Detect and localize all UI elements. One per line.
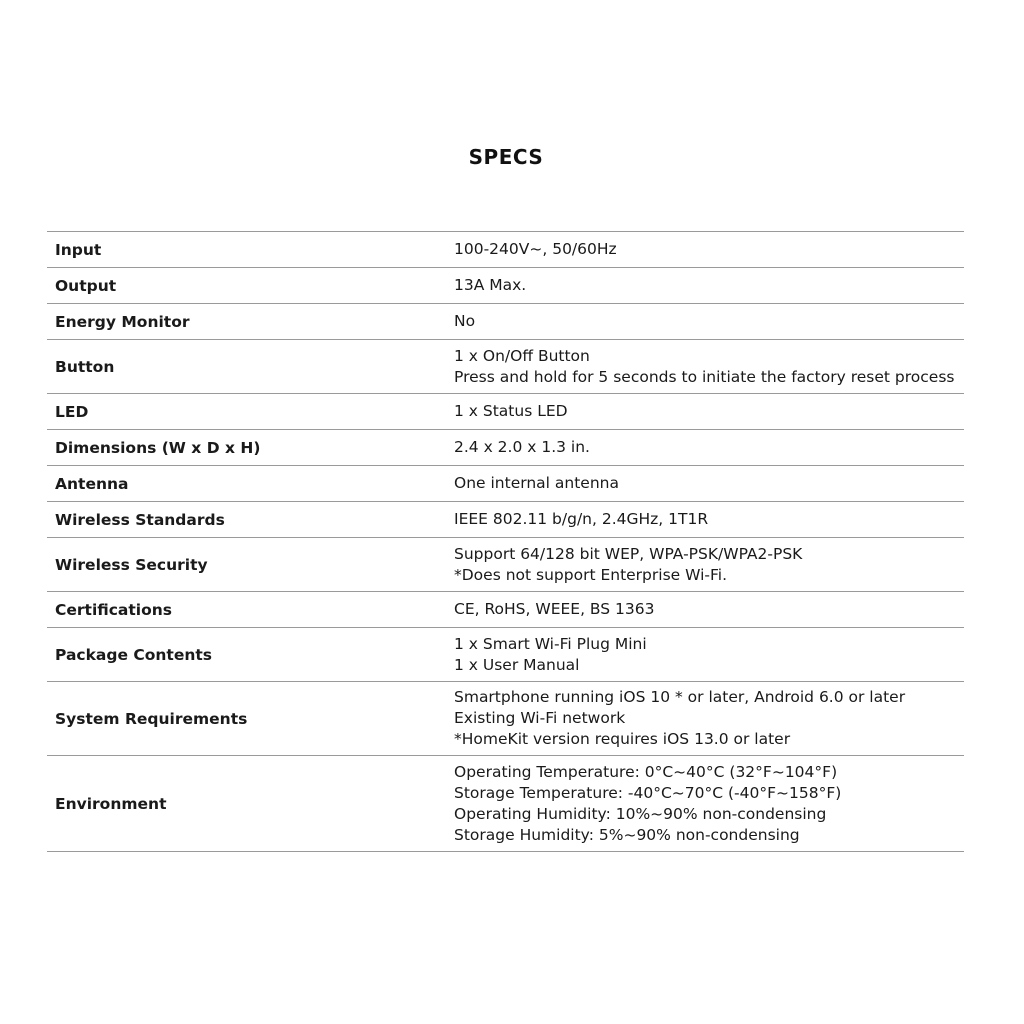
spec-row — [47, 466, 964, 502]
spec-value-line: One internal antenna — [454, 474, 619, 492]
spec-value-line: 13A Max. — [454, 276, 527, 294]
spec-row — [47, 304, 964, 340]
spec-values — [447, 437, 964, 458]
spec-values — [447, 599, 964, 620]
spec-values — [447, 401, 964, 422]
spec-value-line: Operating Humidity: 10%~90% non-condensing — [454, 804, 827, 823]
spec-row — [47, 592, 964, 628]
spec-row — [47, 340, 964, 394]
spec-row — [47, 268, 964, 304]
spec-label: Package Contents — [55, 645, 213, 664]
spec-label: Button — [55, 357, 115, 376]
spec-value-line: Smartphone running iOS 10 * or later, Android 6.0 or later — [454, 688, 906, 706]
spec-value-line: Storage Temperature: -40°C~70°C (-40°F~158°F) — [454, 783, 842, 802]
spec-value-line: 100-240V~, 50/60Hz — [454, 240, 617, 258]
spec-row — [47, 502, 964, 538]
spec-value-line: Support 64/128 bit WEP, WPA-PSK/WPA2-PSK — [454, 544, 803, 563]
spec-label: LED — [55, 402, 89, 421]
spec-values — [447, 762, 964, 846]
spec-label: Energy Monitor — [55, 312, 190, 331]
page-title: SPECS — [468, 145, 544, 169]
spec-value-line: No — [454, 312, 476, 330]
spec-row — [47, 232, 964, 268]
spec-label: System Requirements — [55, 709, 248, 728]
spec-row — [47, 756, 964, 852]
spec-value-line: *HomeKit version requires iOS 13.0 or later — [454, 730, 791, 748]
spec-label: Antenna — [55, 474, 129, 493]
spec-values — [447, 544, 964, 586]
spec-row — [47, 430, 964, 466]
spec-value-line: 1 x Status LED — [454, 402, 568, 420]
spec-row — [47, 394, 964, 430]
spec-values — [447, 275, 964, 296]
spec-value-line: 2.4 x 2.0 x 1.3 in. — [454, 438, 590, 456]
spec-values — [447, 311, 964, 332]
spec-value-line: 1 x Smart Wi-Fi Plug Mini — [454, 634, 647, 653]
spec-value-line: Existing Wi-Fi network — [454, 709, 626, 727]
spec-label: Output — [55, 276, 117, 295]
spec-label: Certifications — [55, 600, 173, 619]
spec-row — [47, 628, 964, 682]
spec-label: Environment — [55, 794, 167, 813]
spec-value-line: Operating Temperature: 0°C~40°C (32°F~104°F) — [454, 762, 838, 781]
spec-value-line: 1 x User Manual — [454, 655, 580, 674]
spec-value-line: *Does not support Enterprise Wi-Fi. — [454, 565, 728, 584]
spec-row — [47, 538, 964, 592]
spec-label: Dimensions (W x D x H) — [55, 438, 261, 457]
spec-values — [447, 634, 964, 676]
spec-values — [447, 473, 964, 494]
spec-values — [447, 509, 964, 530]
spec-value-line: Press and hold for 5 seconds to initiate the factory reset process — [454, 367, 955, 386]
spec-label: Wireless Security — [55, 555, 208, 574]
spec-label: Wireless Standards — [55, 510, 225, 529]
spec-row — [47, 682, 964, 756]
spec-value-line: CE, RoHS, WEEE, BS 1363 — [454, 600, 655, 618]
specs-table — [47, 231, 964, 852]
spec-values — [447, 346, 964, 388]
spec-values — [447, 687, 964, 750]
spec-values — [447, 239, 964, 260]
spec-value-line: Storage Humidity: 5%~90% non-condensing — [454, 825, 800, 844]
spec-value-line: 1 x On/Off Button — [454, 346, 590, 365]
spec-value-line: IEEE 802.11 b/g/n, 2.4GHz, 1T1R — [454, 510, 709, 528]
spec-label: Input — [55, 240, 102, 259]
